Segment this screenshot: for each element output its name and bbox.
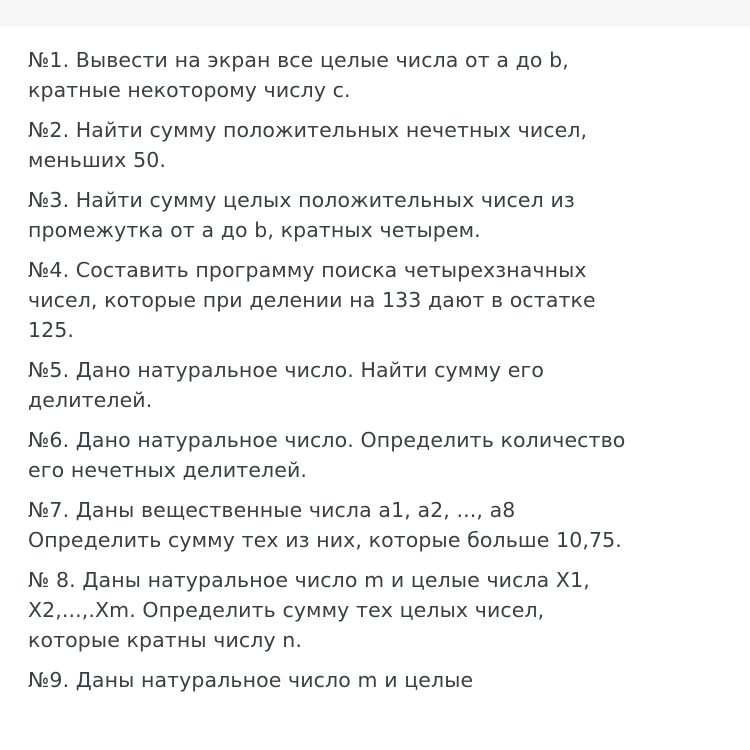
task-item: № 8. Даны натуральное число m и целые числа X1, X2,...,.Xm. Определить сумму тех целых чисел, которые кратны числу n. [28,568,590,652]
task-item: №1. Вывести на экран все целые числа от a до b, кратные некоторому числу c. [28,48,569,102]
task-list [0,27,750,695]
task-item: №9. Даны натуральное число m и целые [28,668,474,692]
task-item: №6. Дано натуральное число. Определить количество его нечетных делителей. [28,428,626,482]
task-item: №4. Составить программу поиска четырехзначных чисел, которые при делении на 133 дают в остатке 125. [28,258,596,342]
top-strip [0,0,750,27]
task-item: №2. Найти сумму положительных нечетных чисел, меньших 50. [28,118,588,172]
task-item: №5. Дано натуральное число. Найти сумму его делителей. [28,358,544,412]
task-item: №7. Даны вещественные числа a1, a2, ..., a8 Определить сумму тех из них, которые больше 10,75. [28,498,622,552]
task-item: №3. Найти сумму целых положительных чисел из промежутка от a до b, кратных четырем. [28,188,575,242]
